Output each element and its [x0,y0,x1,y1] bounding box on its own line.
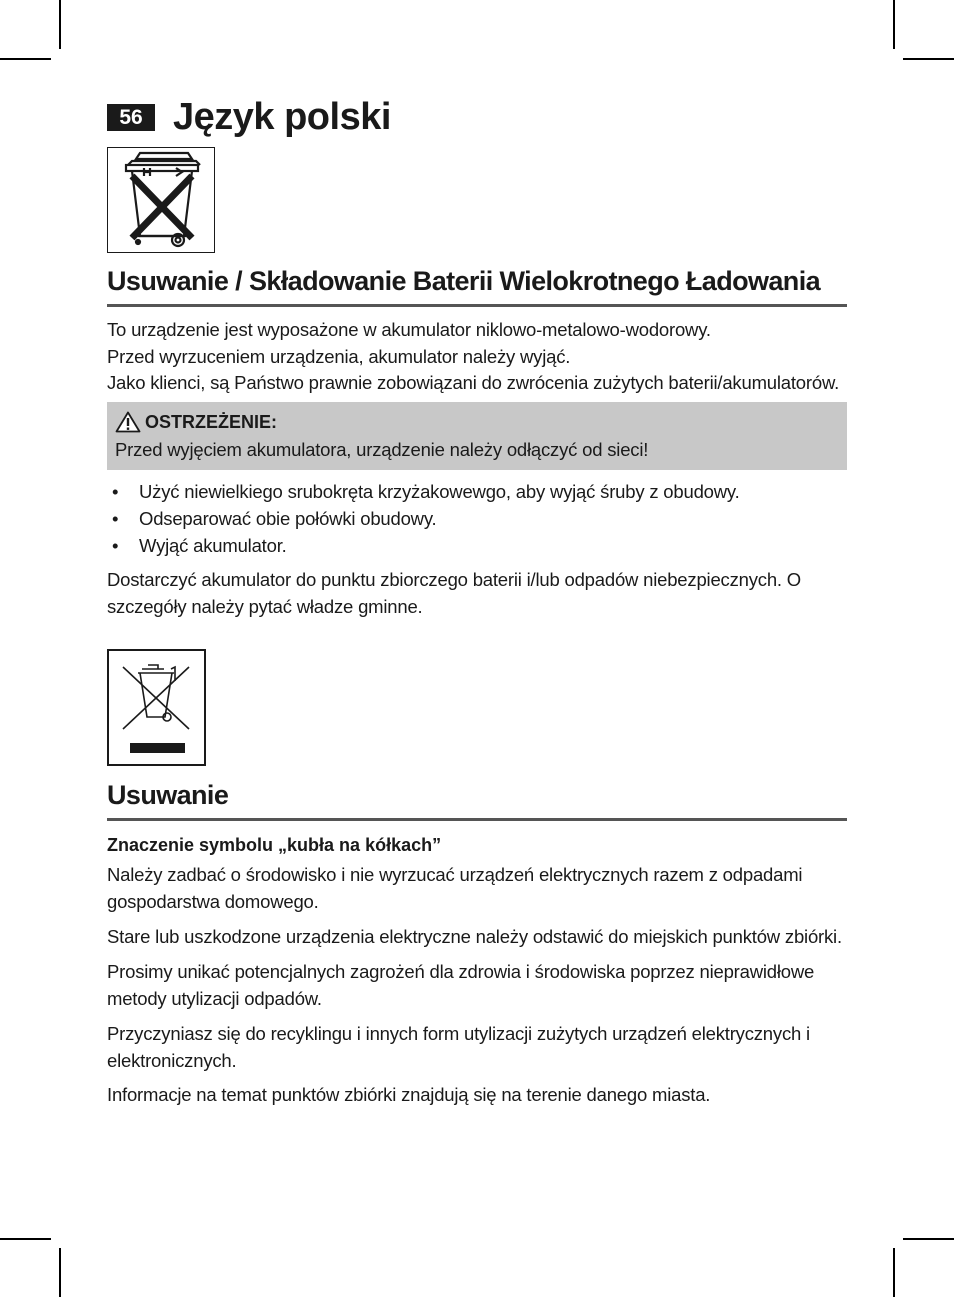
warning-label: OSTRZEŻENIE: [145,412,278,432]
removal-steps-list [107,478,852,559]
crossed-out-battery-bin-icon [107,147,215,253]
warning-box [107,402,847,470]
list-item: • Wyjąć akumulator. [107,532,852,559]
page-number: 56 [107,104,155,131]
disposal-section-title: Usuwanie [107,778,847,821]
disposal-paragraph: Należy zadbać o środowisko i nie wyrzucać urządzeń elektrycznych razem z odpadami gospodarstwa domowego. [107,864,803,912]
disposal-paragraph: Informacje na temat punktów zbiórki znajdują się na terenie danego miasta. [107,1084,711,1105]
intro-line: To urządzenie jest wyposażone w akumulator niklowo-metalowo-wodorowy. [107,319,711,340]
battery-closing-paragraph: Dostarczyć akumulator do punktu zbiorczego baterii i/lub odpadów niebezpiecznych. O szczegóły należy pytać władze gminne. [107,569,801,617]
warning-heading [115,408,839,436]
crossed-out-wheelie-bin-icon [107,649,206,766]
disposal-paragraph: Prosimy unikać potencjalnych zagrożeń dla zdrowia i środowiska poprzez nieprawidłowe metody utylizacji odpadów. [107,961,815,1009]
disposal-paragraph: Przyczyniasz się do recyklingu i innych form utylizacji zużytych urządzeń elektrycznych i elektronicznych. [107,1023,810,1071]
warning-triangle-icon [115,411,141,433]
intro-line: Przed wyrzuceniem urządzenia, akumulator należy wyjąć. [107,346,571,367]
battery-section-title: Usuwanie / Składowanie Baterii Wielokrotnego Ładowania [107,264,847,307]
list-item: • Użyć niewielkiego srubokręta krzyżakowewgo, aby wyjąć śruby z obudowy. [107,478,852,505]
symbol-meaning-subheading: Znaczenie symbolu „kubła na kółkach” [107,835,442,855]
intro-line: Jako klienci, są Państwo prawnie zobowiązani do zwrócenia zużytych baterii/akumulatorów. [107,372,840,393]
list-item: • Odseparować obie połówki obudowy. [107,505,852,532]
language-title: Język polski [173,96,391,138]
disposal-paragraph: Stare lub uszkodzone urządzenia elektryczne należy odstawić do miejskich punktów zbiórki. [107,926,842,947]
warning-text: Przed wyjęciem akumulatora, urządzenie należy odłączyć od sieci! [115,439,649,460]
